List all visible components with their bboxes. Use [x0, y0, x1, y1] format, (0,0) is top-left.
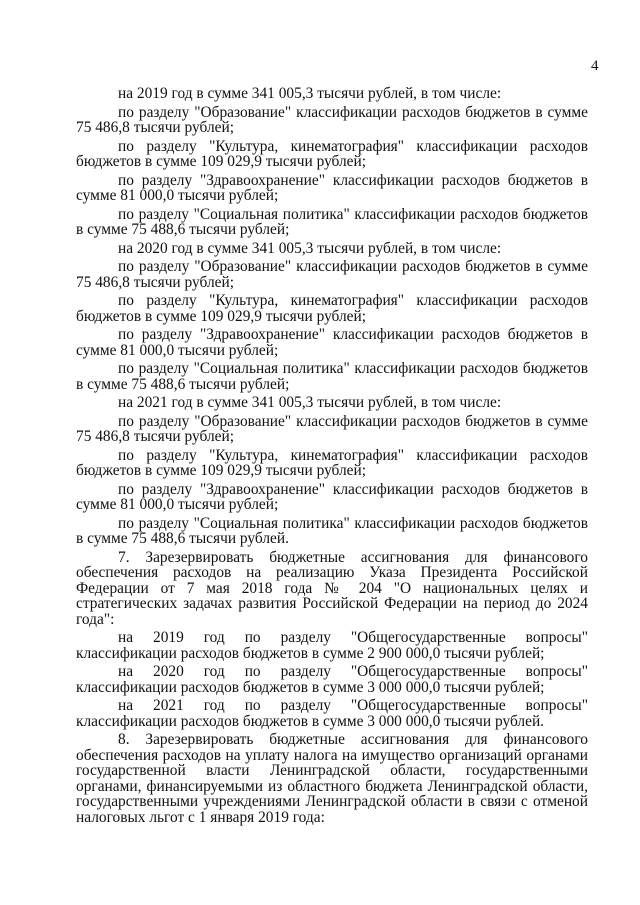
paragraph-2020-education: по разделу "Образование" классификации расходов бюджетов в сумме 75 486,8 тысячи рублей; [76, 258, 588, 291]
paragraph-item-7-2019: на 2019 год по разделу "Общегосударственные вопросы" классификации расходов бюджетов в сумме 2 900 000,0 тысячи рублей; [76, 629, 588, 662]
document-body [76, 86, 588, 828]
paragraph-item-7: 7. Зарезервировать бюджетные ассигнования для финансового обеспечения расходов на реализацию Указа Президента Российской Федерации от 7 мая 2018 года № 204 "О национальных целях и стратегических задачах развития Российской Федерации на период до 2024 года": [76, 548, 588, 628]
paragraph-2019-culture: по разделу "Культура, кинематография" классификации расходов бюджетов в сумме 109 029,9 тысячи рублей; [76, 137, 588, 170]
paragraph-item-8: 8. Зарезервировать бюджетные ассигнования для финансового обеспечения расходов на уплату налога на имущество организаций органами государственной власти Ленинградской области, государственными органами, финансируемыми из областного бюджета Ленинградской области, государственными учреждениями Ленинградской области в связи с отменой налоговых льгот с 1 января 2019 года: [76, 731, 588, 826]
paragraph-2021-education: по разделу "Образование" классификации расходов бюджетов в сумме 75 486,8 тысячи рублей; [76, 412, 588, 445]
page-number: 4 [591, 58, 599, 74]
paragraph-2021-total: на 2021 год в сумме 341 005,3 тысячи рублей, в том числе: [118, 394, 502, 411]
paragraph-2020-culture: по разделу "Культура, кинематография" классификации расходов бюджетов в сумме 109 029,9 тысячи рублей; [76, 292, 588, 325]
paragraph-2021-health: по разделу "Здравоохранение" классификации расходов бюджетов в сумме 81 000,0 тысячи рублей; [76, 480, 588, 513]
paragraph-2020-total: на 2020 год в сумме 341 005,3 тысячи рублей, в том числе: [118, 239, 502, 257]
paragraph-2019-social: по разделу "Социальная политика" классификации расходов бюджетов в сумме 75 488,6 тысячи рублей; [76, 205, 588, 238]
paragraph-2020-health: по разделу "Здравоохранение" классификации расходов бюджетов в сумме 81 000,0 тысячи рублей; [76, 326, 588, 359]
paragraph-item-7-2021: на 2021 год по разделу "Общегосударственные вопросы" классификации расходов бюджетов в сумме 3 000 000,0 тысячи рублей. [76, 697, 588, 730]
paragraph-2020-social: по разделу "Социальная политика" классификации расходов бюджетов в сумме 75 488,6 тысячи рублей; [76, 360, 588, 393]
paragraph-item-7-2020: на 2020 год по разделу "Общегосударственные вопросы" классификации расходов бюджетов в сумме 3 000 000,0 тысячи рублей; [76, 663, 588, 696]
paragraph-2019-health: по разделу "Здравоохранение" классификации расходов бюджетов в сумме 81 000,0 тысячи рублей; [76, 171, 588, 204]
paragraph-2021-social: по разделу "Социальная политика" классификации расходов бюджетов в сумме 75 488,6 тысячи рублей. [76, 514, 588, 547]
paragraph-2019-total: на 2019 год в сумме 341 005,3 тысячи рублей, в том числе: [118, 85, 502, 102]
paragraph-2019-education: по разделу "Образование" классификации расходов бюджетов в сумме 75 486,8 тысячи рублей; [76, 103, 588, 136]
paragraph-2021-culture: по разделу "Культура, кинематография" классификации расходов бюджетов в сумме 109 029,9 тысячи рублей; [76, 446, 588, 479]
